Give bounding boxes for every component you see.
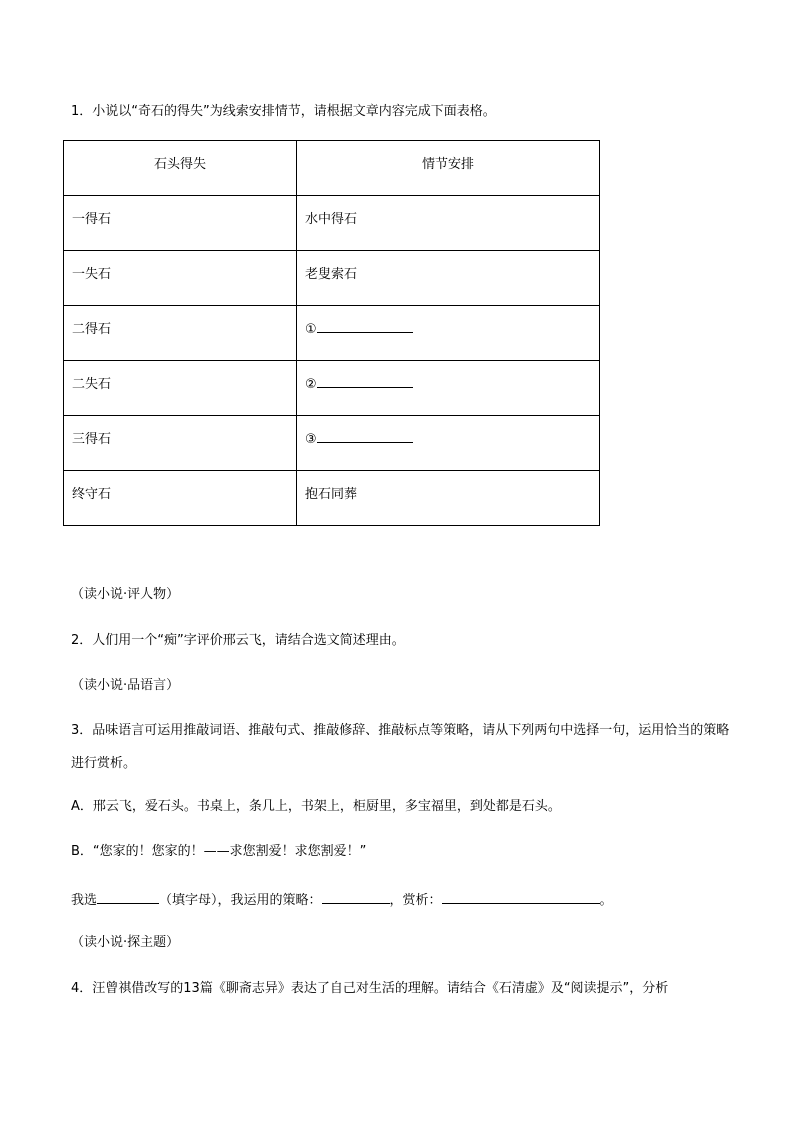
table-row: [64, 251, 600, 306]
table-cell: 二得石: [64, 306, 297, 361]
table-row: [64, 416, 600, 471]
option-b: B．“您家的！您家的！——求您割爱！求您割爱！”: [71, 844, 367, 859]
table-cell: 水中得石: [297, 196, 600, 251]
question-4: 4．汪曾祺借改写的13篇《聊斋志异》表达了自己对生活的理解。请结合《石清虚》及“阅读提示”，分析: [71, 981, 669, 996]
table-row: [64, 306, 600, 361]
blank-marker: ②: [305, 377, 317, 392]
table-cell: 三得石: [64, 416, 297, 471]
fill-in-blank[interactable]: [317, 428, 413, 443]
table-cell: 终守石: [64, 471, 297, 526]
table-cell: 二失石: [64, 361, 297, 416]
option-a: A．邢云飞，爱石头。书桌上，条几上，书架上，柜厨里，多宝福里，到处都是石头。: [71, 799, 561, 814]
blank-marker: ①: [305, 322, 317, 337]
section-heading: （读小说·评人物）: [71, 587, 180, 602]
question-3: 3．品味语言可运用推敲词语、推敲句式、推敲修辞、推敲标点等策略，请从下列两句中选择一句，运用恰当的策略进行赏析。: [71, 723, 730, 771]
fill-in-blank[interactable]: [317, 373, 413, 388]
strategy-blank[interactable]: [322, 889, 390, 904]
plot-table: [63, 140, 600, 526]
fill-in-blank[interactable]: [317, 318, 413, 333]
table-cell-blank: [297, 361, 600, 416]
table-cell: 一失石: [64, 251, 297, 306]
answer-line: [71, 889, 613, 910]
blank-marker: ③: [305, 432, 317, 447]
question-2: 2．人们用一个“痴”字评价邢云飞，请结合选文简述理由。: [71, 633, 405, 648]
table-header-row: [64, 141, 600, 196]
table-cell-blank: [297, 306, 600, 361]
table-header-cell: 情节安排: [297, 141, 600, 196]
analysis-blank[interactable]: [442, 889, 600, 904]
table-row: [64, 361, 600, 416]
table-cell-blank: [297, 416, 600, 471]
table-row: [64, 196, 600, 251]
table-cell: 抱石同葬: [297, 471, 600, 526]
answer-text: （填字母），我运用的策略：: [159, 893, 322, 908]
table-cell: 一得石: [64, 196, 297, 251]
answer-text: 我选: [71, 893, 98, 908]
section-heading: （读小说·品语言）: [71, 678, 180, 693]
section-heading: （读小说·探主题）: [71, 935, 180, 950]
table-cell: 老叟索石: [297, 251, 600, 306]
question-1: 1．小说以“奇石的得失”为线索安排情节，请根据文章内容完成下面表格。: [71, 104, 496, 119]
table-row: [64, 471, 600, 526]
letter-blank[interactable]: [97, 889, 159, 904]
answer-text: 。: [599, 893, 613, 908]
answer-text: ，赏析：: [389, 893, 442, 908]
table-header-cell: 石头得失: [64, 141, 297, 196]
